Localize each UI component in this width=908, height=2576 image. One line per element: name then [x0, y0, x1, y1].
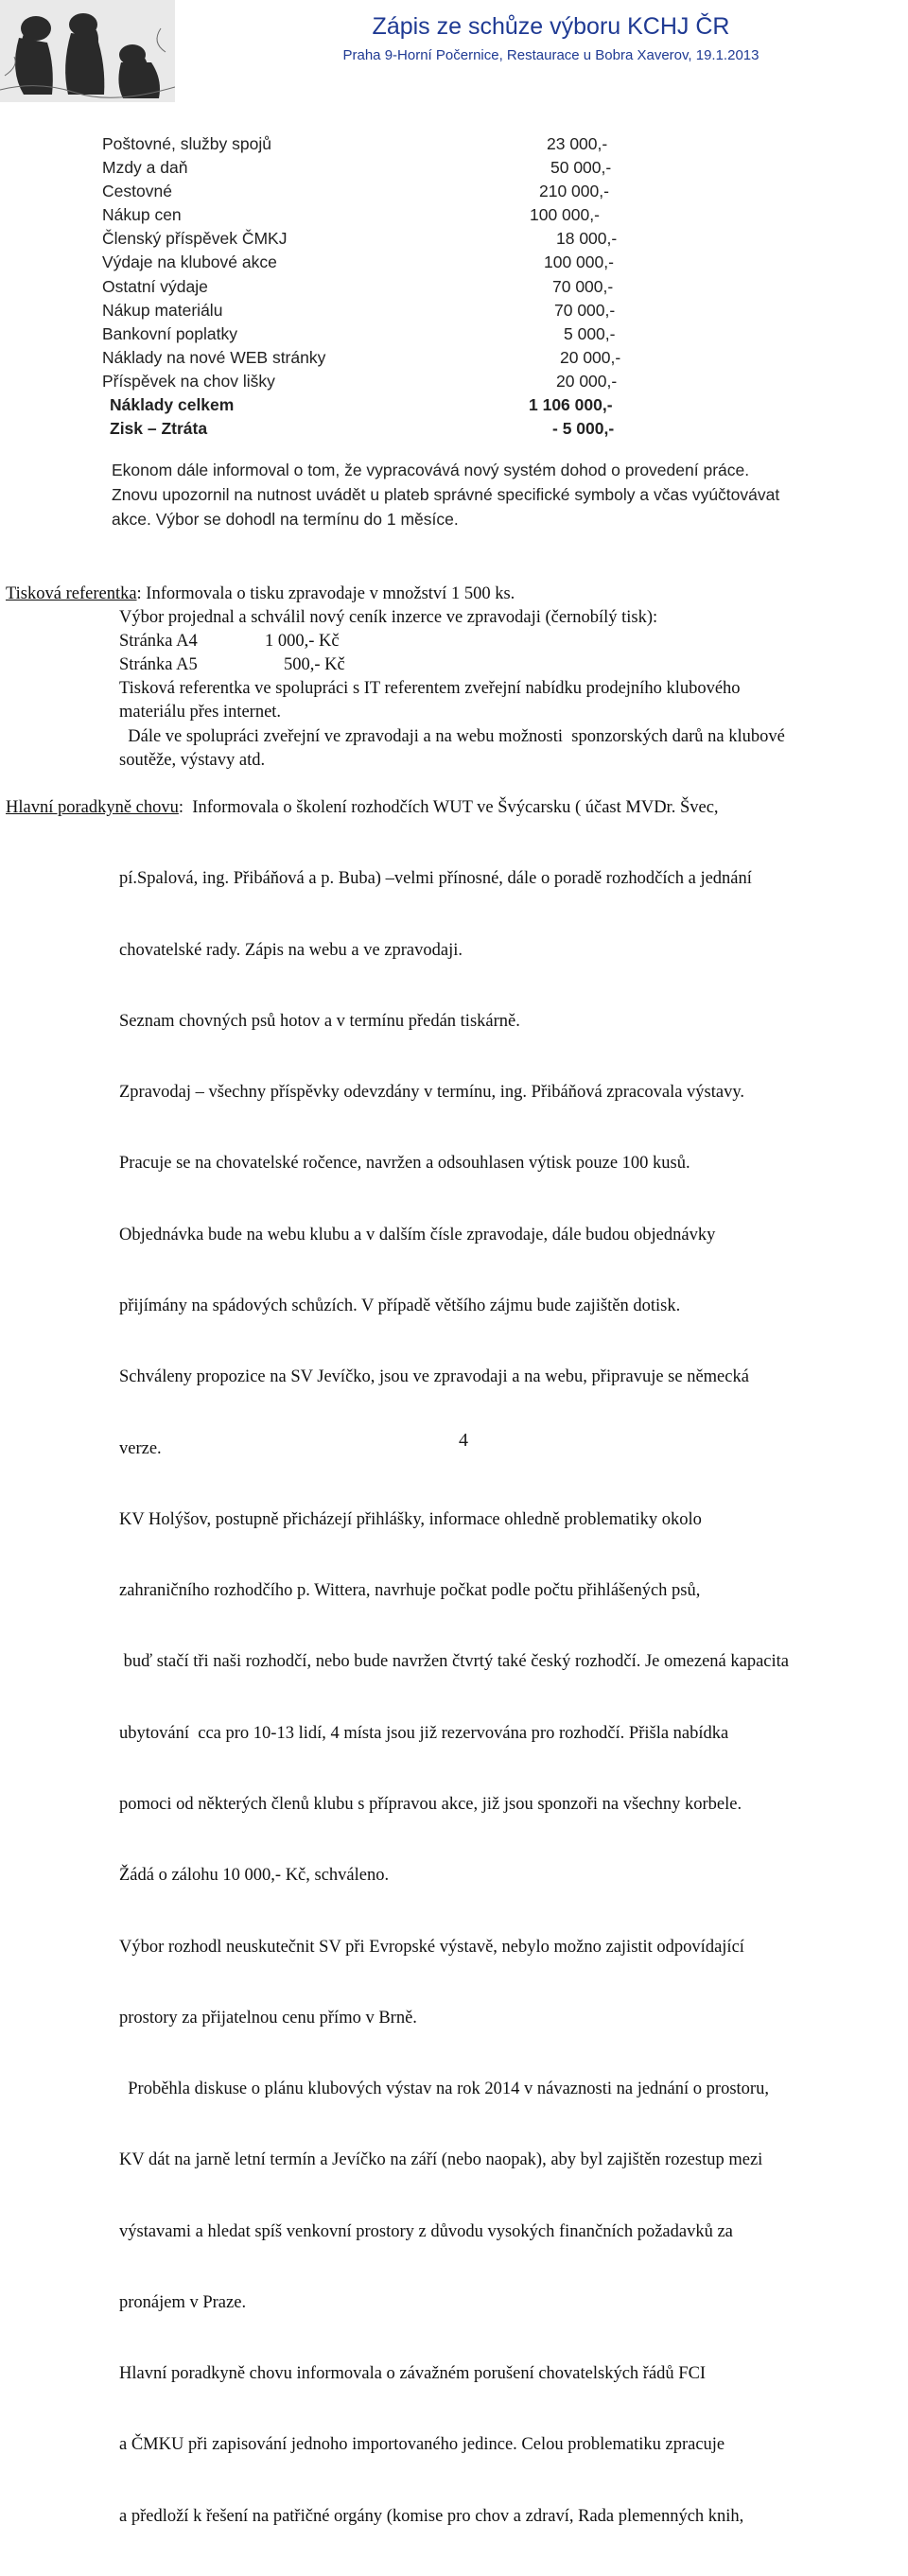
- text-line: Tisková referentka ve spolupráci s IT referentem zveřejní nabídku prodejního klubového: [119, 679, 741, 699]
- text-line: prostory za přijatelnou cenu přímo v Brně.: [119, 2008, 417, 2028]
- tiskova-body: [6, 606, 904, 773]
- text-line: chovatelské rady. Zápis na webu a ve zpravodaji.: [119, 940, 463, 960]
- budget-label: Nákup cen: [102, 205, 182, 225]
- ekonom-paragraph: [112, 458, 887, 531]
- text-line: soutěže, výstavy atd.: [119, 750, 266, 770]
- budget-value: 70 000,-: [554, 300, 616, 320]
- poradkyne-lead: : Informovala o školení rozhodčích WUT ve Švýcarsku ( účast MVDr. Švec,: [178, 798, 719, 817]
- text-line: verze.: [119, 1438, 162, 1458]
- price-value: 1 000,- Kč: [265, 632, 340, 652]
- budget-value: 210 000,-: [539, 182, 609, 201]
- price-value: 500,- Kč: [284, 655, 345, 675]
- budget-value: 5 000,-: [564, 323, 616, 343]
- budget-label: Ostatní výdaje: [102, 276, 208, 296]
- poradkyne-heading: Hlavní poradkyně chovu: [6, 798, 179, 817]
- budget-value: 18 000,-: [556, 229, 618, 249]
- budget-label: Výdaje na klubové akce: [102, 252, 277, 272]
- budget-total-label: Náklady celkem: [110, 395, 235, 415]
- budget-value: 50 000,-: [550, 158, 612, 178]
- budget-result-label: Zisk – Ztráta: [110, 419, 208, 439]
- page-title: Zápis ze schůze výboru KCHJ ČR: [372, 13, 730, 40]
- text-line: KV Holýšov, postupně přicházejí přihlášky, informace ohledně problematiky okolo: [119, 1509, 702, 1529]
- budget-value: 20 000,-: [556, 371, 618, 391]
- price-row: [119, 630, 904, 653]
- budget-label: Cestovné: [102, 182, 172, 201]
- budget-value: 23 000,-: [547, 134, 608, 153]
- budget-row: [102, 180, 641, 203]
- page-number: 4: [459, 1430, 468, 1451]
- text-line: Pracuje se na chovatelské ročence, navržen a odsouhlasen výtisk pouze 100 kusů.: [119, 1154, 690, 1174]
- text-line: přijímány na spádových schůzích. V případě většího zájmu bude zajištěn dotisk.: [119, 1296, 681, 1315]
- text-line: Hlavní poradkyně chovu informovala o závažném porušení chovatelských řádů FCI: [119, 2364, 707, 2384]
- club-logo-dogs-engraving: [0, 0, 175, 102]
- text-line: Znovu upozornil na nutnost uvádět u plateb správné specifické symboly a včas vyúčtovávat: [112, 485, 780, 504]
- text-line: a ČMKU při zapisování jednoho importovaného jedince. Celou problematiku zpracuje: [119, 2435, 725, 2455]
- text-line: Ekonom dále informoval o tom, že vypracovává nový systém dohod o provedení práce.: [112, 461, 750, 479]
- text-line: Schváleny propozice na SV Jevíčko, jsou ve zpravodaji a na webu, připravuje se německá: [119, 1367, 749, 1387]
- budget-row: [102, 299, 641, 322]
- budget-label: Mzdy a daň: [102, 158, 188, 178]
- budget-value: 100 000,-: [530, 205, 600, 225]
- page-subtitle: Praha 9-Horní Počernice, Restaurace u Bobra Xaverov, 19.1.2013: [342, 47, 760, 63]
- text-line: pronájem v Praze.: [119, 2292, 247, 2312]
- budget-result-row: [102, 417, 641, 441]
- budget-value: 70 000,-: [552, 276, 614, 296]
- budget-row: [102, 156, 641, 180]
- tiskova-heading: Tisková referentka: [6, 584, 137, 603]
- budget-total-value: 1 106 000,-: [529, 395, 613, 415]
- text-line: materiálu přes internet.: [119, 703, 282, 722]
- text-line: buď stačí tři naši rozhodčí, nebo bude navržen čtvrtý také český rozhodčí. Je omezená kapacita: [119, 1652, 789, 1672]
- price-row: [119, 653, 904, 677]
- poradkyne-lead-line: [6, 796, 908, 820]
- tiskova-lead-line: [6, 583, 904, 606]
- budget-table: [102, 132, 641, 441]
- text-line: Výbor rozhodl neuskutečnit SV při Evropské výstavě, nebylo možno zajistit odpovídající: [119, 1937, 744, 1957]
- budget-row: [102, 132, 641, 156]
- budget-result-value: - 5 000,-: [552, 419, 615, 439]
- text-line: akce. Výbor se dohodl na termínu do 1 měsíce.: [112, 510, 459, 529]
- text-line: Zpravodaj – všechny příspěvky odevzdány v termínu, ing. Přibáňová zpracovala výstavy.: [119, 1083, 745, 1103]
- budget-value: 100 000,-: [544, 252, 614, 272]
- tiskova-section: [6, 583, 904, 773]
- text-line: pomoci od některých členů klubu s přípravou akce, již jsou sponzoři na všechny korbele.: [119, 1794, 742, 1814]
- budget-row: [102, 346, 641, 370]
- budget-label: Poštovné, služby spojů: [102, 134, 271, 153]
- text-line: pí.Spalová, ing. Přibáňová a p. Buba) –velmi přínosné, dále o poradě rozhodčích a jednání: [119, 869, 752, 889]
- budget-label: Nákup materiálu: [102, 300, 223, 320]
- text-line: Seznam chovných psů hotov a v termínu předán tiskárně.: [119, 1011, 520, 1031]
- budget-total-row: [102, 393, 641, 417]
- text-line: Objednávka bude na webu klubu a v dalším čísle zpravodaje, dále budou objednávky: [119, 1225, 716, 1244]
- budget-row: [102, 251, 641, 274]
- text-line: Výbor projednal a schválil nový ceník inzerce ve zpravodaji (černobílý tisk):: [119, 608, 658, 628]
- text-line: Dále ve spolupráci zveřejní ve zpravodaji a na webu možnosti sponzorských darů na klubové: [119, 726, 785, 746]
- text-line: KV dát na jarně letní termín a Jevíčko na září (nebo naopak), aby byl zajištěn rozestup mezi: [119, 2150, 763, 2170]
- text-line: ubytování cca pro 10-13 lidí, 4 místa jsou již rezervována pro rozhodčí. Přišla nabídka: [119, 1723, 729, 1743]
- poradkyne-body: [6, 820, 908, 2576]
- price-label: Stránka A4: [119, 632, 198, 652]
- text-line: zahraničního rozhodčího p. Wittera, navrhuje počkat podle počtu přihlášených psů,: [119, 1581, 701, 1601]
- text-line: výstavami a hledat spíš venkovní prostory z důvodu vysokých finančních požadavků za: [119, 2221, 733, 2241]
- text-line: Žádá o zálohu 10 000,- Kč, schváleno.: [119, 1866, 390, 1886]
- budget-label: Náklady na nové WEB stránky: [102, 347, 326, 367]
- budget-value: 20 000,-: [560, 347, 621, 367]
- poradkyne-section: [6, 796, 908, 2576]
- budget-row: [102, 322, 641, 346]
- budget-label: Příspěvek na chov lišky: [102, 371, 275, 391]
- budget-row: [102, 275, 641, 299]
- budget-row: [102, 203, 641, 227]
- tiskova-lead: : Informovala o tisku zpravodaje v množství 1 500 ks.: [136, 584, 515, 603]
- budget-row: [102, 227, 641, 251]
- text-line: a předloží k řešení na patřičné orgány (komise pro chov a zdraví, Rada plemenných knih,: [119, 2506, 744, 2526]
- budget-label: Členský příspěvek ČMKJ: [102, 229, 288, 249]
- text-line: Proběhla diskuse o plánu klubových výstav na rok 2014 v návaznosti na jednání o prostoru,: [119, 2080, 769, 2099]
- price-label: Stránka A5: [119, 655, 198, 675]
- budget-label: Bankovní poplatky: [102, 323, 238, 343]
- budget-row: [102, 370, 641, 393]
